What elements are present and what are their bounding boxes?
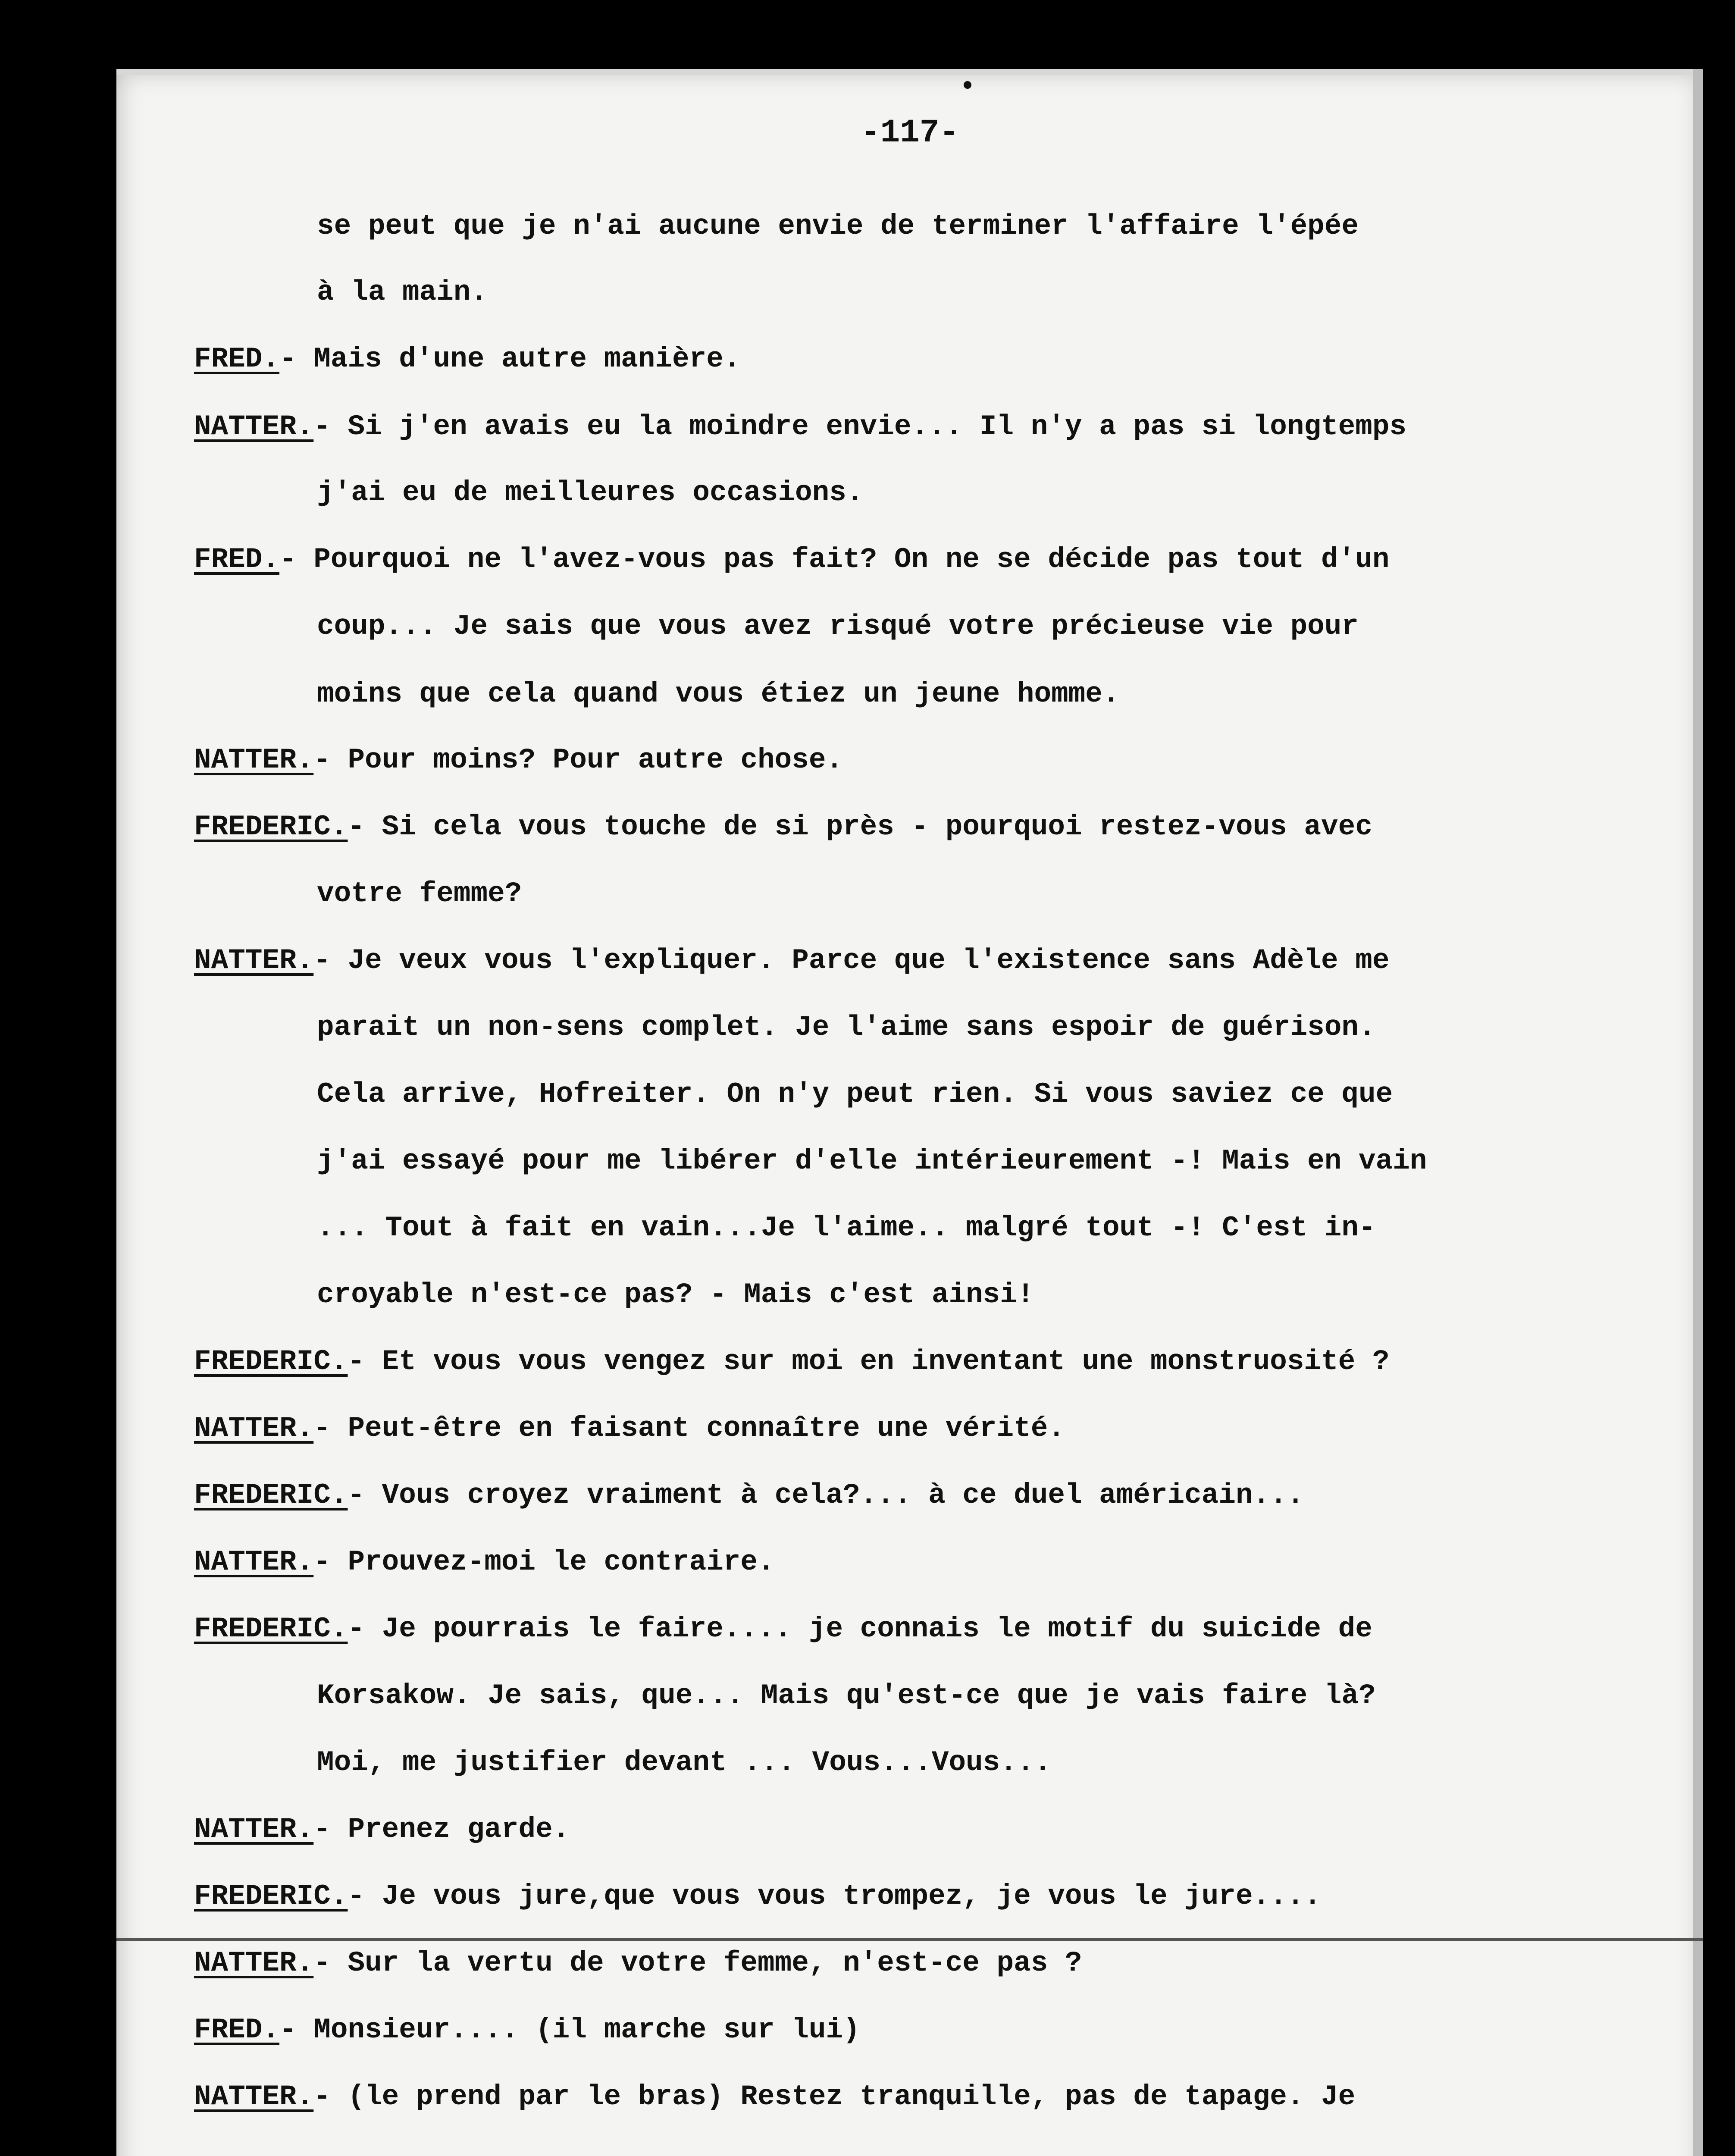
- dialogue-text: - Je pourrais le faire.... je connais le motif du suicide de: [348, 1613, 1372, 1645]
- speaker-name: NATTER.: [194, 2081, 314, 2113]
- dialogue-text: j'ai essayé pour me libérer d'elle intérieurement -! Mais en vain: [317, 1145, 1427, 1177]
- text-line: [194, 1882, 1321, 1911]
- dialogue-text: - Peut-être en faisant connaître une vérité.: [313, 1412, 1065, 1445]
- text-line: [317, 1746, 1052, 1779]
- text-line: [194, 1615, 1372, 1643]
- speaker-name: NATTER.: [194, 1813, 314, 1846]
- dialogue-text: Cela arrive, Hofreiter. On n'y peut rien. Si vous saviez ce que: [317, 1078, 1393, 1110]
- dialogue-text: - Monsieur.... (il marche sur lui): [279, 2014, 860, 2046]
- speaker-name: FRED.: [194, 343, 280, 375]
- text-line: [194, 1548, 775, 1576]
- dialogue-text: - Prenez garde.: [313, 1813, 570, 1846]
- speaker-name: FREDERIC.: [194, 1345, 348, 1378]
- text-line: [194, 2016, 860, 2044]
- text-line: [194, 746, 843, 774]
- text-line: [317, 212, 1359, 241]
- text-line: [194, 2083, 1355, 2111]
- text-line: [317, 1080, 1393, 1109]
- text-line: [317, 1214, 1376, 1242]
- page-top-edge: [116, 69, 1703, 75]
- text-line: [317, 680, 1120, 708]
- text-line: [317, 1281, 1034, 1309]
- text-line: [194, 1345, 1390, 1378]
- dialogue-text: se peut que je n'ai aucune envie de terminer l'affaire l'épée: [317, 210, 1359, 242]
- dialogue-text: à la main.: [317, 276, 488, 308]
- dialogue-text: Moi, me justifier devant ... Vous...Vous...: [317, 1746, 1052, 1779]
- speaker-name: NATTER.: [194, 944, 314, 977]
- text-line: [317, 476, 864, 509]
- dialogue-text: - Si j'en avais eu la moindre envie... Il n'y a pas si longtemps: [313, 411, 1407, 443]
- text-line: [317, 1013, 1376, 1042]
- dialogue-text: moins que cela quand vous étiez un jeune homme.: [317, 678, 1120, 710]
- speaker-name: FREDERIC.: [194, 1880, 348, 1912]
- dialogue-text: - Pourquoi ne l'avez-vous pas fait? On ne se décide pas tout d'un: [279, 543, 1390, 576]
- document-page: [116, 69, 1703, 2156]
- text-line: [317, 1147, 1427, 1175]
- speaker-name: NATTER.: [194, 411, 314, 443]
- dialogue-text: Korsakow. Je sais, que... Mais qu'est-ce que je vais faire là?: [317, 1680, 1376, 1712]
- ink-dot: [964, 81, 971, 89]
- speaker-name: FRED.: [194, 2014, 280, 2046]
- scan-fold-line: [116, 1938, 1703, 1941]
- speaker-name: NATTER.: [194, 744, 314, 776]
- dialogue-text: - Si cela vous touche de si près - pourquoi restez-vous avec: [348, 811, 1372, 843]
- text-line: [317, 1682, 1376, 1710]
- dialogue-text: parait un non-sens complet. Je l'aime sans espoir de guérison.: [317, 1011, 1376, 1044]
- text-line: [194, 1414, 1065, 1443]
- text-line: [194, 1949, 1082, 1977]
- text-line: [317, 278, 488, 307]
- speaker-name: NATTER.: [194, 1947, 314, 1979]
- dialogue-text: - (le prend par le bras) Restez tranquille, pas de tapage. Je: [313, 2081, 1356, 2113]
- dialogue-text: - Vous croyez vraiment à cela?... à ce duel américain...: [348, 1479, 1304, 1511]
- speaker-name: NATTER.: [194, 1546, 314, 1578]
- speaker-name: FREDERIC.: [194, 811, 348, 843]
- text-line: [194, 413, 1406, 441]
- speaker-name: FREDERIC.: [194, 1613, 348, 1645]
- dialogue-text: croyable n'est-ce pas? - Mais c'est ainsi!: [317, 1279, 1034, 1311]
- text-line: [317, 612, 1359, 641]
- text-line: [194, 946, 1389, 975]
- dialogue-text: coup... Je sais que vous avez risqué votre précieuse vie pour: [317, 610, 1359, 642]
- text-line: [317, 877, 522, 910]
- text-line: [194, 545, 1389, 574]
- speaker-name: FREDERIC.: [194, 1479, 348, 1511]
- text-line: [194, 1815, 570, 1844]
- dialogue-text: - Et vous vous vengez sur moi en inventant une monstruosité ?: [348, 1345, 1390, 1378]
- text-line: [194, 1481, 1304, 1510]
- text-line: [194, 813, 1372, 841]
- page-number: -117-: [860, 114, 959, 151]
- dialogue-text: - Prouvez-moi le contraire.: [313, 1546, 775, 1578]
- dialogue-text: - Je vous jure,que vous vous trompez, je vous le jure....: [348, 1880, 1322, 1912]
- page-right-edge: [1693, 69, 1703, 2156]
- speaker-name: FRED.: [194, 543, 280, 576]
- speaker-name: NATTER.: [194, 1412, 314, 1445]
- dialogue-text: votre femme?: [317, 877, 522, 910]
- dialogue-text: - Pour moins? Pour autre chose.: [313, 744, 843, 776]
- dialogue-text: - Sur la vertu de votre femme, n'est-ce pas ?: [313, 1947, 1082, 1979]
- dialogue-text: - Je veux vous l'expliquer. Parce que l'existence sans Adèle me: [313, 944, 1390, 977]
- dialogue-text: j'ai eu de meilleures occasions.: [317, 476, 864, 509]
- text-line: [194, 345, 740, 373]
- dialogue-text: ... Tout à fait en vain...Je l'aime.. malgré tout -! C'est in-: [317, 1212, 1376, 1244]
- dialogue-text: - Mais d'une autre manière.: [279, 343, 741, 375]
